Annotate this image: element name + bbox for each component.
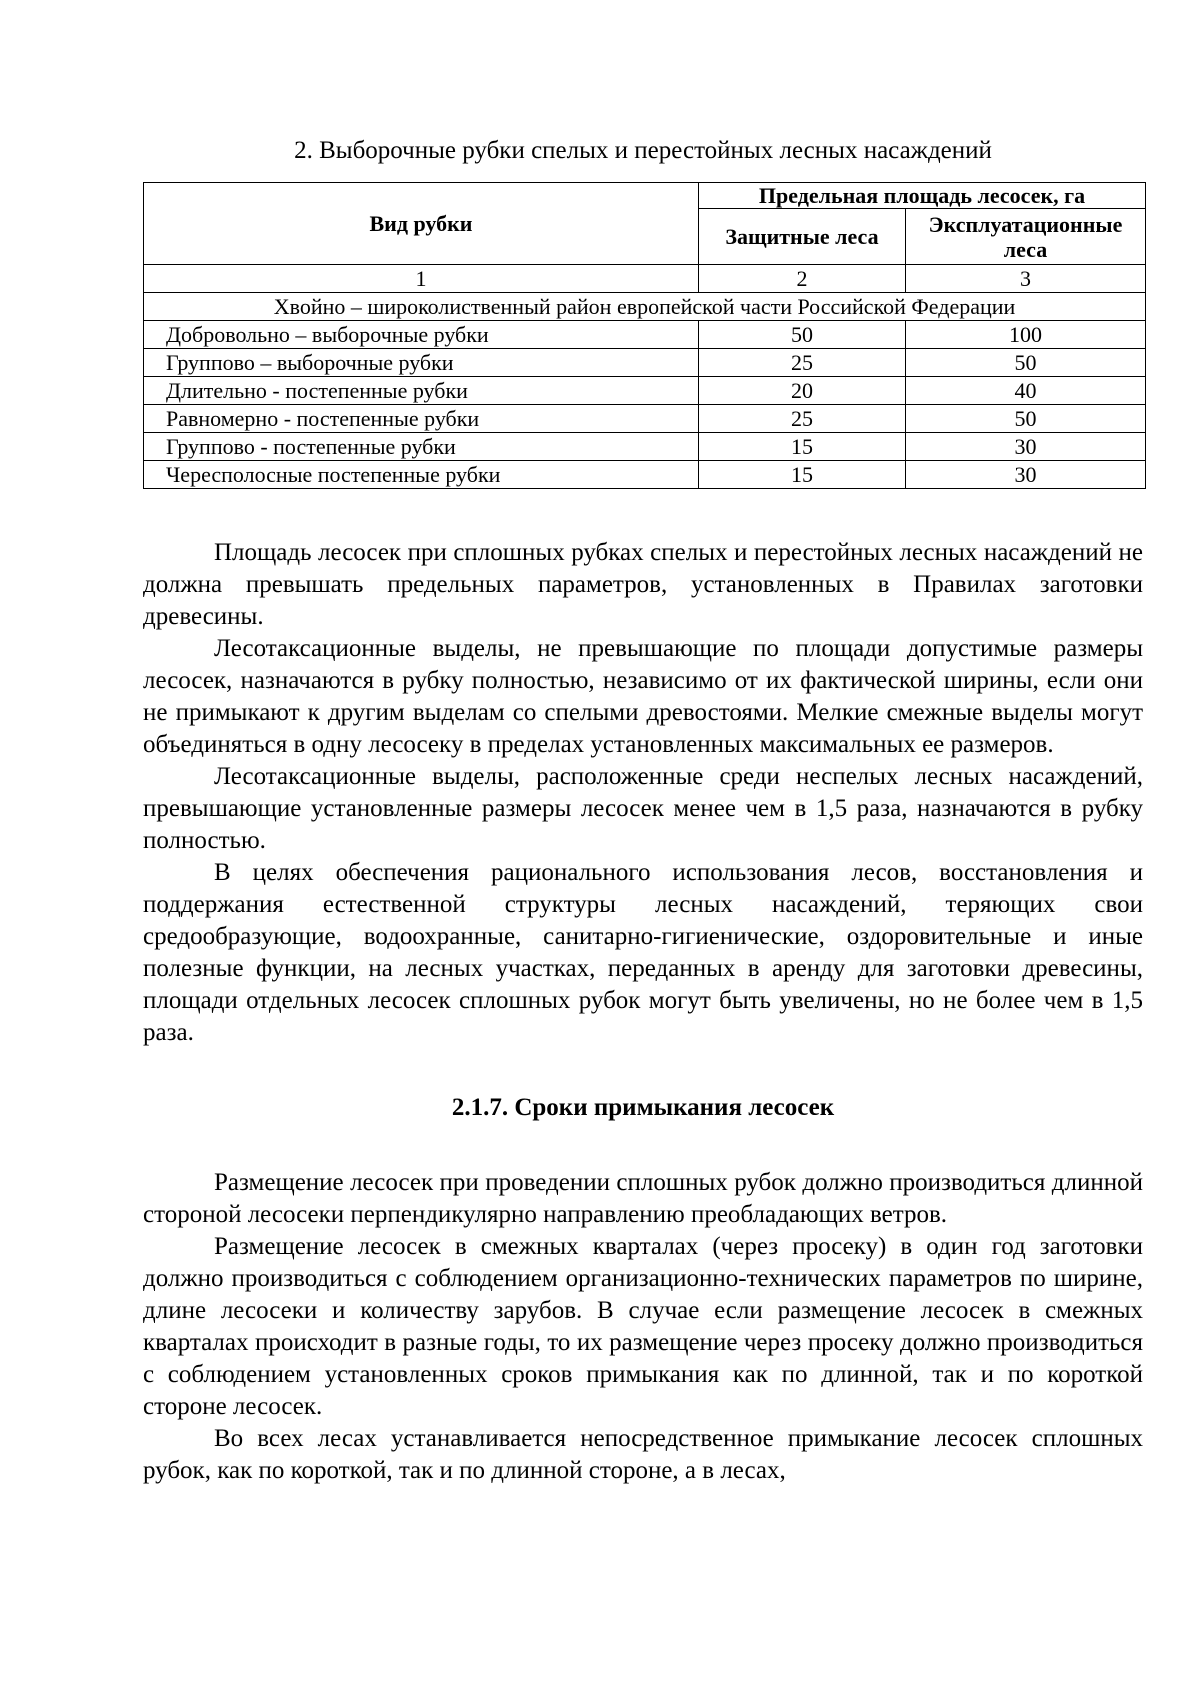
protective-value: 15 bbox=[699, 433, 906, 461]
paragraph: Лесотаксационные выделы, не превышающие по площади допустимые размеры лесосек, назначаются в рубку полностью, независимо от их фактической ширины, если они не примыкают к другим выделам со спелыми древостоями. Мелкие смежные выделы могут объединяться в одну лесосеку в пределах установленных максимальных ее размеров. bbox=[143, 635, 1143, 758]
paragraph: Площадь лесосек при сплошных рубках спелых и перестойных лесных насаждений не должна превышать предельных параметров, установленных в Правилах заготовки древесины. bbox=[143, 539, 1143, 630]
exploitation-value: 50 bbox=[906, 405, 1146, 433]
table-row bbox=[144, 321, 1146, 349]
column-number: 3 bbox=[906, 265, 1146, 293]
paragraph: Размещение лесосек в смежных кварталах (через просеку) в один год заготовки должно производиться с соблюдением организационно-технических параметров по ширине, длине лесосеки и количеству зарубов. В случае если размещение лесосек в смежных кварталах происходит в разные годы, то их размещение через просеку должно производиться с соблюдением установленных сроков примыкания как по длинной, так и по короткой стороне лесосек. bbox=[143, 1233, 1143, 1420]
exploitation-value: 40 bbox=[906, 377, 1146, 405]
cutting-type: Группово – выборочные рубки bbox=[144, 349, 699, 377]
protective-value: 25 bbox=[699, 349, 906, 377]
protective-value: 25 bbox=[699, 405, 906, 433]
document-page bbox=[143, 135, 1143, 1487]
protective-value: 15 bbox=[699, 461, 906, 489]
column-number: 2 bbox=[699, 265, 906, 293]
cutting-type: Равномерно - постепенные рубки bbox=[144, 405, 699, 433]
cutting-type: Добровольно – выборочные рубки bbox=[144, 321, 699, 349]
table-row bbox=[144, 377, 1146, 405]
cutting-type: Группово - постепенные рубки bbox=[144, 433, 699, 461]
paragraph: Во всех лесах устанавливается непосредственное примыкание лесосек сплошных рубок, как по короткой, так и по длинной стороне, а в лесах, bbox=[143, 1425, 1143, 1484]
paragraph: В целях обеспечения рационального использования лесов, восстановления и поддержания естественной структуры лесных насаждений, теряющих свои средообразующие, водоохранные, санитарно-гигиенические, оздоровительные и иные полезные функции, на лесных участках, переданных в аренду для заготовки древесины, площади отдельных лесосек сплошных рубок могут быть увеличены, но не более чем в 1,5 раза. bbox=[143, 859, 1143, 1046]
table-row bbox=[144, 461, 1146, 489]
header-protective-forests: Защитные леса bbox=[699, 209, 906, 265]
header-limit-area: Предельная площадь лесосек, га bbox=[699, 183, 1146, 209]
exploitation-value: 30 bbox=[906, 433, 1146, 461]
cutting-type: Длительно - постепенные рубки bbox=[144, 377, 699, 405]
table-row bbox=[144, 433, 1146, 461]
cutting-limits-table bbox=[143, 182, 1146, 489]
paragraph: Лесотаксационные выделы, расположенные среди неспелых лесных насаждений, превышающие установленные размеры лесосек менее чем в 1,5 раза, назначаются в рубку полностью. bbox=[143, 763, 1143, 854]
section-heading: 2.1.7. Сроки примыкания лесосек bbox=[451, 1094, 835, 1121]
exploitation-value: 30 bbox=[906, 461, 1146, 489]
exploitation-value: 50 bbox=[906, 349, 1146, 377]
protective-value: 20 bbox=[699, 377, 906, 405]
exploitation-value: 100 bbox=[906, 321, 1146, 349]
header-cutting-type: Вид рубки bbox=[144, 183, 699, 265]
header-exploitation-forests: Эксплуатационные леса bbox=[906, 209, 1146, 265]
table-caption: 2. Выборочные рубки спелых и перестойных лесных насаждений bbox=[294, 137, 992, 164]
table-row bbox=[144, 349, 1146, 377]
cutting-type: Чересполосные постепенные рубки bbox=[144, 461, 699, 489]
table-row bbox=[144, 405, 1146, 433]
region-row: Хвойно – широколиственный район европейской части Российской Федерации bbox=[144, 293, 1146, 321]
protective-value: 50 bbox=[699, 321, 906, 349]
column-number: 1 bbox=[144, 265, 699, 293]
paragraph: Размещение лесосек при проведении сплошных рубок должно производиться длинной стороной лесосеки перпендикулярно направлению преобладающих ветров. bbox=[143, 1169, 1143, 1228]
